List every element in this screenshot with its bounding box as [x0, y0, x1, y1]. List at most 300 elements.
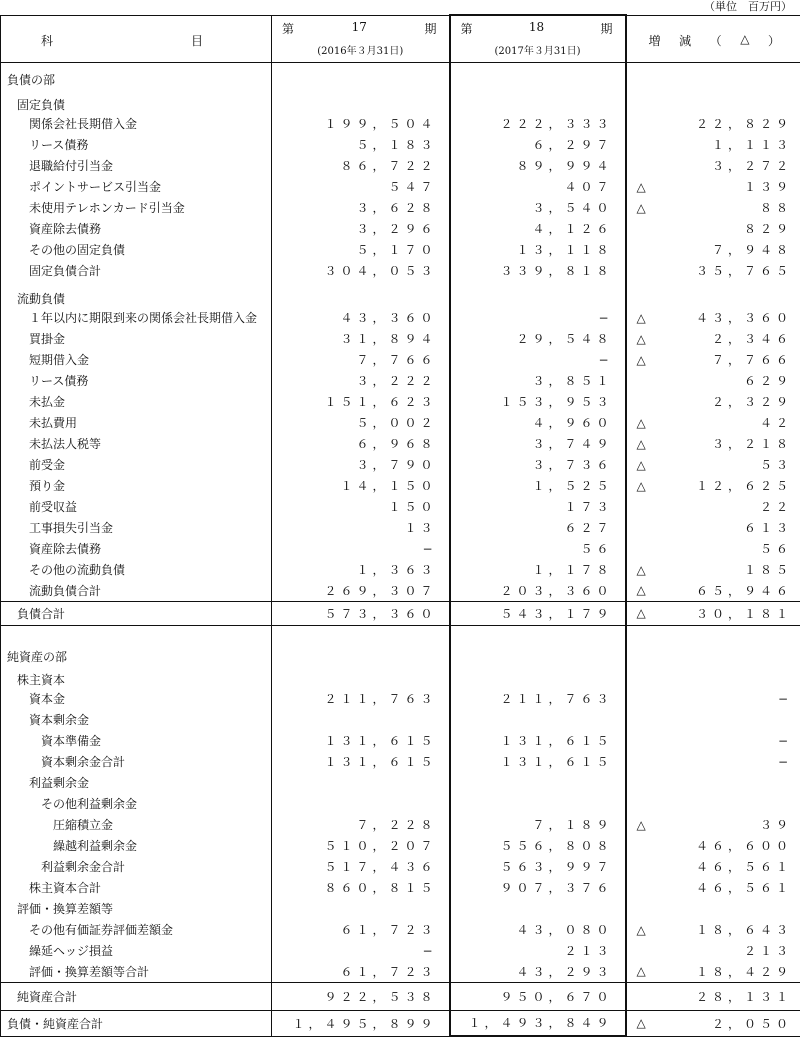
table-row [1, 239, 800, 260]
table-row [1, 559, 800, 580]
value-change [626, 580, 800, 601]
decrease-marker: △ [637, 437, 646, 451]
row-label: 純資産の部 [1, 625, 272, 665]
value-period-18: ４，１２６ [450, 218, 626, 239]
value-period-17: ７，２２８ [272, 814, 450, 835]
value-period-18: ５６ [450, 538, 626, 559]
value-period-17 [272, 772, 450, 793]
value-period-18: ８９，９９４ [450, 155, 626, 176]
value-period-18: ３，７３６ [450, 454, 626, 475]
table-row [1, 134, 800, 155]
value-period-18: ５４３，１７９ [450, 601, 626, 625]
header-change-part: △ [740, 32, 749, 49]
change-amount: ２２ [627, 498, 800, 515]
decrease-marker: △ [637, 606, 646, 620]
value-period-18: ２０３，３６０ [450, 580, 626, 601]
value-change [626, 370, 800, 391]
value-change [626, 412, 800, 433]
value-change [626, 898, 800, 919]
change-amount: ４６，６００ [627, 837, 800, 854]
table-row [1, 370, 800, 391]
value-period-18: ４，９６０ [450, 412, 626, 433]
table-row [1, 688, 800, 709]
change-amount: ４３，３６０ [627, 309, 800, 326]
value-change [626, 835, 800, 856]
table-row [1, 982, 800, 1010]
value-change [626, 281, 800, 307]
change-amount [627, 776, 800, 790]
value-period-18: １，５２５ [450, 475, 626, 496]
header-change-part: 減 [679, 32, 691, 49]
value-period-18: ９０７，３７６ [450, 877, 626, 898]
row-label: 流動負債合計 [1, 580, 272, 601]
value-period-18: − [450, 307, 626, 328]
value-period-18: ４３，０８０ [450, 919, 626, 940]
change-amount: ３５，７６５ [627, 262, 800, 279]
table-row [1, 835, 800, 856]
value-period-18: ５５６，８０８ [450, 835, 626, 856]
table-row [1, 751, 800, 772]
value-change [626, 538, 800, 559]
row-label: 未払費用 [1, 412, 272, 433]
value-period-18: ３，８５１ [450, 370, 626, 391]
balance-sheet-table [0, 14, 800, 1037]
value-change [626, 814, 800, 835]
row-label: 負債の部 [1, 62, 272, 88]
value-period-18: ２１１，７６３ [450, 688, 626, 709]
table-row [1, 197, 800, 218]
value-period-18: ２２２，３３３ [450, 113, 626, 134]
value-change [626, 559, 800, 580]
balance-sheet-table-wrapper [0, 14, 800, 1037]
value-period-17 [272, 665, 450, 688]
value-period-17: １５０ [272, 496, 450, 517]
value-change [626, 391, 800, 412]
change-amount: ４６，５６１ [627, 879, 800, 896]
row-label: 負債・純資産合計 [1, 1010, 272, 1036]
decrease-marker: △ [637, 583, 646, 597]
table-row [1, 814, 800, 835]
row-label: 資本準備金 [1, 730, 272, 751]
value-period-18 [450, 665, 626, 688]
change-amount: ２２，８２９ [627, 115, 800, 132]
value-change [626, 1010, 800, 1036]
change-amount: ２，０５０ [627, 1015, 800, 1032]
value-period-18: １，１７８ [450, 559, 626, 580]
value-period-17: ３，６２８ [272, 197, 450, 218]
value-period-17: ９２２，５３８ [272, 982, 450, 1010]
value-period-17: １３１，６１５ [272, 751, 450, 772]
value-change [626, 730, 800, 751]
value-period-17: ５４７ [272, 176, 450, 197]
table-row [1, 328, 800, 349]
value-change [626, 751, 800, 772]
value-period-17: ４３，３６０ [272, 307, 450, 328]
value-change [626, 772, 800, 793]
table-header [1, 15, 800, 62]
change-amount: ４６，５６１ [627, 858, 800, 875]
decrease-marker: △ [637, 458, 646, 472]
change-amount: １，１１３ [627, 136, 800, 153]
value-change [626, 601, 800, 625]
value-change [626, 709, 800, 730]
row-label: 買掛金 [1, 328, 272, 349]
value-period-18: ９５０，６７０ [450, 982, 626, 1010]
value-period-17: １９９，５０４ [272, 113, 450, 134]
value-period-17: ５１７，４３６ [272, 856, 450, 877]
row-label: 関係会社長期借入金 [1, 113, 272, 134]
row-label: 利益剰余金合計 [1, 856, 272, 877]
row-label: 株主資本合計 [1, 877, 272, 898]
change-amount: ３，２７２ [627, 157, 800, 174]
table-row [1, 176, 800, 197]
value-period-17: ７，７６６ [272, 349, 450, 370]
value-period-17: ８６，７２２ [272, 155, 450, 176]
header-p17-right: 期 [424, 20, 436, 40]
table-row [1, 665, 800, 688]
value-period-18 [450, 625, 626, 665]
table-row [1, 1010, 800, 1036]
value-period-17: １３ [272, 517, 450, 538]
table-row [1, 433, 800, 454]
row-label: リース債務 [1, 370, 272, 391]
header-subject-right: 目 [191, 32, 203, 49]
decrease-marker: △ [637, 180, 646, 194]
row-label: その他の固定負債 [1, 239, 272, 260]
row-label: 前受収益 [1, 496, 272, 517]
unit-note: （単位 百万円） [704, 0, 792, 14]
row-label: その他有価証券評価差額金 [1, 919, 272, 940]
value-period-17: ３，２９６ [272, 218, 450, 239]
change-amount: ６２９ [627, 372, 800, 389]
header-period-18 [450, 15, 626, 62]
value-change [626, 239, 800, 260]
change-amount: １８，６４３ [627, 921, 800, 938]
change-amount [627, 94, 800, 108]
table-row [1, 391, 800, 412]
value-change [626, 475, 800, 496]
value-change [626, 155, 800, 176]
row-label: 預り金 [1, 475, 272, 496]
value-change [626, 856, 800, 877]
header-change-part: ） [768, 32, 780, 49]
table-row [1, 349, 800, 370]
change-amount: ２１３ [627, 942, 800, 959]
decrease-marker: △ [637, 416, 646, 430]
value-period-18: ３，７４９ [450, 433, 626, 454]
value-change [626, 665, 800, 688]
value-change [626, 113, 800, 134]
value-period-17 [272, 709, 450, 730]
value-period-17: ２１１，７６３ [272, 688, 450, 709]
change-amount: − [627, 734, 800, 748]
change-amount [627, 670, 800, 684]
value-period-17: １，３６３ [272, 559, 450, 580]
change-amount [627, 902, 800, 916]
value-period-17: ５１０，２０７ [272, 835, 450, 856]
value-period-18: １３１，６１５ [450, 751, 626, 772]
value-change [626, 176, 800, 197]
change-amount: ２８，１３１ [627, 988, 800, 1005]
header-change-part: （ [710, 32, 722, 49]
value-period-17: ５，１７０ [272, 239, 450, 260]
row-label: リース債務 [1, 134, 272, 155]
header-subject [1, 15, 272, 62]
row-label: その他利益剰余金 [1, 793, 272, 814]
table-row [1, 538, 800, 559]
table-row [1, 856, 800, 877]
row-label: 未使用テレホンカード引当金 [1, 197, 272, 218]
value-change [626, 433, 800, 454]
change-amount [627, 797, 800, 811]
value-change [626, 625, 800, 665]
value-change [626, 961, 800, 982]
value-period-17: ６１，７２３ [272, 961, 450, 982]
change-amount: １２，６２５ [627, 477, 800, 494]
change-amount: ５３ [627, 456, 800, 473]
change-amount: ７，９４８ [627, 241, 800, 258]
table-row [1, 730, 800, 751]
header-p18-date: (2017年３月31日) [451, 40, 625, 57]
value-period-18 [450, 793, 626, 814]
value-period-17 [272, 793, 450, 814]
header-period-17 [272, 15, 450, 62]
table-row [1, 517, 800, 538]
change-amount: − [627, 692, 800, 706]
change-amount [627, 287, 800, 301]
decrease-marker: △ [637, 201, 646, 215]
decrease-marker: △ [637, 923, 646, 937]
value-period-17: − [272, 538, 450, 559]
decrease-marker: △ [637, 818, 646, 832]
table-body [1, 62, 800, 1036]
change-amount [627, 638, 800, 652]
decrease-marker: △ [637, 1016, 646, 1030]
value-period-18: − [450, 349, 626, 370]
decrease-marker: △ [637, 332, 646, 346]
table-row [1, 601, 800, 625]
header-change [626, 15, 800, 62]
table-row [1, 281, 800, 307]
value-change [626, 877, 800, 898]
value-period-17: ２６９，３０７ [272, 580, 450, 601]
value-period-18 [450, 709, 626, 730]
value-period-18 [450, 898, 626, 919]
decrease-marker: △ [637, 353, 646, 367]
row-label: 圧縮積立金 [1, 814, 272, 835]
header-subject-left: 科 [41, 32, 53, 49]
header-row [1, 15, 800, 62]
change-amount: ６５，９４６ [627, 582, 800, 599]
change-amount: １８５ [627, 561, 800, 578]
table-row [1, 62, 800, 88]
value-period-18 [450, 281, 626, 307]
value-period-17: ８６０，８１５ [272, 877, 450, 898]
value-period-17 [272, 281, 450, 307]
table-row [1, 155, 800, 176]
value-period-17 [272, 88, 450, 113]
change-amount: ２，３４６ [627, 330, 800, 347]
decrease-marker: △ [637, 479, 646, 493]
value-period-18: ６，２９７ [450, 134, 626, 155]
row-label: 固定負債合計 [1, 260, 272, 281]
row-label: 資産除去債務 [1, 218, 272, 239]
table-row [1, 475, 800, 496]
value-change [626, 62, 800, 88]
table-row [1, 260, 800, 281]
value-change [626, 218, 800, 239]
table-row [1, 454, 800, 475]
change-amount: １８，４２９ [627, 963, 800, 980]
change-amount: ３０，１８１ [627, 605, 800, 622]
value-period-17 [272, 625, 450, 665]
value-period-17: − [272, 940, 450, 961]
row-label: 流動負債 [1, 281, 272, 307]
value-change [626, 88, 800, 113]
value-period-18: １５３，９５３ [450, 391, 626, 412]
value-period-17: ６，９６８ [272, 433, 450, 454]
value-period-17: ３０４，０５３ [272, 260, 450, 281]
table-row [1, 898, 800, 919]
value-period-18 [450, 772, 626, 793]
value-change [626, 517, 800, 538]
table-row [1, 88, 800, 113]
value-period-17: ６１，７２３ [272, 919, 450, 940]
table-row [1, 793, 800, 814]
value-period-17: ３１，８９４ [272, 328, 450, 349]
header-p18-left: 第 [461, 20, 473, 40]
row-label: 利益剰余金 [1, 772, 272, 793]
table-row [1, 772, 800, 793]
row-label: その他の流動負債 [1, 559, 272, 580]
decrease-marker: △ [637, 964, 646, 978]
header-change-part: 増 [649, 32, 661, 49]
value-change [626, 349, 800, 370]
value-period-18: １７３ [450, 496, 626, 517]
row-label: 負債合計 [1, 601, 272, 625]
change-amount: ２，３２９ [627, 393, 800, 410]
table-row [1, 580, 800, 601]
value-period-18: ３，５４０ [450, 197, 626, 218]
change-amount: ３９ [627, 816, 800, 833]
value-period-18: ４３，２９３ [450, 961, 626, 982]
change-amount: ５６ [627, 540, 800, 557]
row-label: ポイントサービス引当金 [1, 176, 272, 197]
value-change [626, 134, 800, 155]
value-period-18: ６２７ [450, 517, 626, 538]
table-row [1, 218, 800, 239]
value-period-17 [272, 62, 450, 88]
value-period-17: １３１，６１５ [272, 730, 450, 751]
table-row [1, 919, 800, 940]
table-row [1, 307, 800, 328]
decrease-marker: △ [637, 563, 646, 577]
value-period-17: ５７３，３６０ [272, 601, 450, 625]
value-period-17: １４，１５０ [272, 475, 450, 496]
value-change [626, 197, 800, 218]
row-label: 繰延ヘッジ損益 [1, 940, 272, 961]
header-p17-date: (2016年３月31日) [272, 40, 449, 57]
decrease-marker: △ [637, 311, 646, 325]
value-period-17: ３，７９０ [272, 454, 450, 475]
value-period-18 [450, 62, 626, 88]
change-amount: ７，７６６ [627, 351, 800, 368]
row-label: 資本剰余金 [1, 709, 272, 730]
value-period-18: ７，１８９ [450, 814, 626, 835]
value-period-17: ５，１８３ [272, 134, 450, 155]
value-period-18: １，４９３，８４９ [450, 1010, 626, 1036]
value-period-18: ５６３，９９７ [450, 856, 626, 877]
header-p18-right: 期 [600, 20, 612, 40]
value-period-18: ４０７ [450, 176, 626, 197]
value-period-17 [272, 898, 450, 919]
value-change [626, 919, 800, 940]
row-label: 短期借入金 [1, 349, 272, 370]
row-label: 純資産合計 [1, 982, 272, 1010]
change-amount: ６１３ [627, 519, 800, 536]
row-label: 未払金 [1, 391, 272, 412]
table-row [1, 113, 800, 134]
value-period-18: １３１，６１５ [450, 730, 626, 751]
value-change [626, 982, 800, 1010]
value-change [626, 940, 800, 961]
value-period-17: １，４９５，８９９ [272, 1010, 450, 1036]
value-period-18: ３３９，８１８ [450, 260, 626, 281]
value-change [626, 688, 800, 709]
table-row [1, 412, 800, 433]
value-period-17: ３，２２２ [272, 370, 450, 391]
row-label: 固定負債 [1, 88, 272, 113]
table-row [1, 940, 800, 961]
table-row [1, 961, 800, 982]
row-label: 資産除去債務 [1, 538, 272, 559]
value-period-17: １５１，６２３ [272, 391, 450, 412]
table-row [1, 709, 800, 730]
row-label: 資本剰余金合計 [1, 751, 272, 772]
row-label: 退職給付引当金 [1, 155, 272, 176]
value-period-18: １３，１１８ [450, 239, 626, 260]
row-label: 資本金 [1, 688, 272, 709]
value-period-18: ２９，５４８ [450, 328, 626, 349]
value-change [626, 454, 800, 475]
row-label: 工事損失引当金 [1, 517, 272, 538]
value-change [626, 260, 800, 281]
change-amount: ８８ [627, 199, 800, 216]
table-row [1, 496, 800, 517]
table-row [1, 625, 800, 665]
change-amount: − [627, 755, 800, 769]
change-amount: ４２ [627, 414, 800, 431]
value-period-18: ２１３ [450, 940, 626, 961]
change-amount [627, 713, 800, 727]
row-label: 株主資本 [1, 665, 272, 688]
value-change [626, 328, 800, 349]
header-p17-left: 第 [282, 20, 294, 40]
value-period-18 [450, 88, 626, 113]
row-label: 評価・換算差額等 [1, 898, 272, 919]
table-row [1, 877, 800, 898]
value-change [626, 307, 800, 328]
row-label: 繰越利益剰余金 [1, 835, 272, 856]
value-change [626, 793, 800, 814]
change-amount: ３，２１８ [627, 435, 800, 452]
row-label: １年以内に期限到来の関係会社長期借入金 [1, 307, 272, 328]
change-amount: １３９ [627, 178, 800, 195]
row-label: 前受金 [1, 454, 272, 475]
row-label: 未払法人税等 [1, 433, 272, 454]
change-amount [627, 68, 800, 82]
value-period-17: ５，００２ [272, 412, 450, 433]
